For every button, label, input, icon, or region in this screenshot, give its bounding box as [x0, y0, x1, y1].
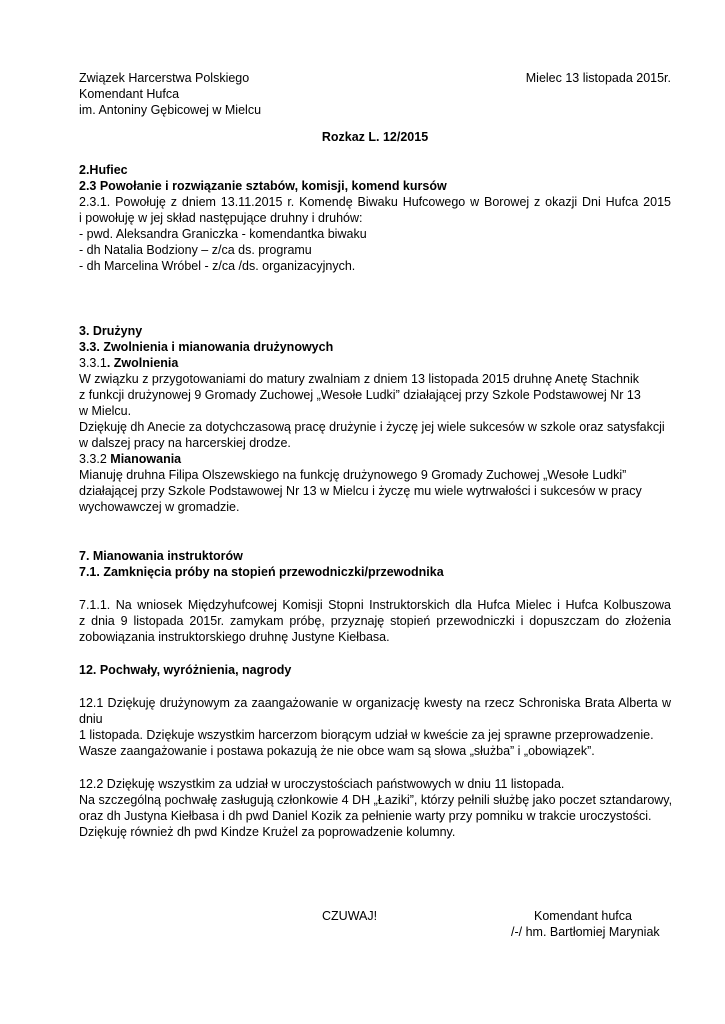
commendation-12-1: 12.1 Dziękuję drużynowym za zaangażowanie w organizację kwesty na rzecz Schroniska Brata Alberta w dniu [79, 696, 671, 726]
document-title: Rozkaz L. 12/2015 [321, 130, 429, 144]
signatory-title: Komendant hufca [534, 909, 632, 923]
appointee-item: - dh Natalia Bodziony – z/ca ds. programu [79, 243, 312, 257]
appointment-line: Mianuję druhna Filipa Olszewskiego na funkcję drużynowego 9 Gromady Zuchowej „Wesołe Ludki” [79, 468, 627, 482]
appointee-item: - dh Marcelina Wróbel - z/ca /ds. organizacyjnych. [79, 259, 356, 273]
dismissals-heading [79, 355, 671, 371]
commendation-12-2: 12.2 Dziękuję wszystkim za udział w uroczystościach państwowych w dniu 11 listopada. [79, 777, 565, 791]
closing-salute: CZUWAJ! [322, 909, 378, 923]
section-2-subheading: 2.3 Powołanie i rozwiązanie sztabów, komisji, komend kursów [79, 179, 447, 193]
section-2 [79, 162, 671, 274]
org-patron: im. Antoniny Gębicowej w Mielcu [79, 103, 262, 117]
dismissal-line: z funkcji drużynowej 9 Gromady Zuchowej „Wesołe Ludki” działającej przy Szkole Podstawowej Nr 13 [79, 388, 641, 402]
section-7-paragraph-end: zobowiązania instruktorskiego druhnę Justyne Kiełbasa. [79, 630, 390, 644]
section-3 [79, 323, 671, 515]
dismissal-line: Dziękuję dh Anecie za dotychczasową pracę drużynie i życzę jej wiele sukcesów w szkole oraz satysfakcji [79, 420, 665, 434]
commendation-12-2-cont: oraz dh Justyna Kiełbasa i dh pwd Daniel Kozik za pełnienie warty przy pomniku w trakcie uroczystości. [79, 809, 652, 823]
commendation-12-2-cont: Na szczególną pochwałę zasługują członkowie 4 DH „Łaziki”, którzy pełnili służbę jako poczet sztandarowy, [79, 793, 673, 807]
dismissal-line: w Mielcu. [79, 404, 132, 418]
org-name: Związek Harcerstwa Polskiego [79, 71, 250, 85]
section-3-heading: 3. Drużyny [79, 324, 143, 338]
letterhead [79, 70, 671, 118]
appointments-label: Mianowania [110, 452, 182, 466]
section-7 [79, 548, 671, 645]
signature-block [79, 908, 671, 948]
appointments-heading [79, 451, 671, 467]
organization-block [79, 70, 261, 118]
document-page [79, 70, 671, 948]
commendation-12-1-end: Wasze zaangażowanie i postawa pokazują że nie obce wam są słowa „służba” i „obowiązek”. [79, 744, 595, 758]
appointments-number: 3.3.2 [79, 452, 111, 466]
dismissals-number: 3.3.1 [79, 356, 107, 370]
document-date: Mielec 13 listopada 2015r. [525, 71, 671, 85]
commendation-12-2-end: Dziękuję również dh pwd Kindze Krużel za poprowadzenie kolumny. [79, 825, 456, 839]
signatory-name: /-/ hm. Bartłomiej Maryniak [511, 925, 660, 939]
section-7-subheading: 7.1. Zamknięcia próby na stopień przewodniczki/przewodnika [79, 565, 444, 579]
dismissals-label: . Zwolnienia [106, 356, 179, 370]
section-2-paragraph: 2.3.1. Powołuję z dniem 13.11.2015 r. Komendę Biwaku Hufcowego w Borowej z okazji Dni Hufca 2015 [79, 195, 671, 209]
section-7-paragraph-cont: z dnia 9 listopada 2015r. zamykam próbę, przyznaję stopień przewodniczki i dopuszczam do złożenia [79, 614, 671, 628]
dismissal-line: W związku z przygotowaniami do matury zwalniam z dniem 13 listopada 2015 druhnę Anetę Stachnik [79, 372, 640, 386]
section-12 [79, 662, 671, 840]
section-2-paragraph-cont: i powołuję w jej skład następujące druhny i druhów: [79, 211, 363, 225]
appointee-item: - pwd. Aleksandra Graniczka - komendantka biwaku [79, 227, 367, 241]
commendation-12-1-cont: 1 listopada. Dziękuje wszystkim harcerzom biorącym udział w kweście za jej sprawne przeprowadzenie. [79, 728, 654, 742]
section-7-paragraph: 7.1.1. Na wniosek Międzyhufcowej Komisji Stopni Instruktorskich dla Hufca Mielec i Hufca Kolbuszowa [79, 598, 671, 612]
section-3-subheading: 3.3. Zwolnienia i mianowania drużynowych [79, 340, 334, 354]
section-12-heading: 12. Pochwały, wyróżnienia, nagrody [79, 663, 292, 677]
org-unit: Komendant Hufca [79, 87, 180, 101]
section-7-heading: 7. Mianowania instruktorów [79, 549, 243, 563]
dismissal-line: w dalszej pracy na harcerskiej drodze. [79, 436, 291, 450]
appointment-line: wychowawczej w gromadzie. [79, 500, 240, 514]
appointment-line: działającej przy Szkole Podstawowej Nr 13 w Mielcu i życzę mu wiele wytrwałości i sukcesów w pracy [79, 484, 642, 498]
section-2-heading: 2.Hufiec [79, 163, 128, 177]
